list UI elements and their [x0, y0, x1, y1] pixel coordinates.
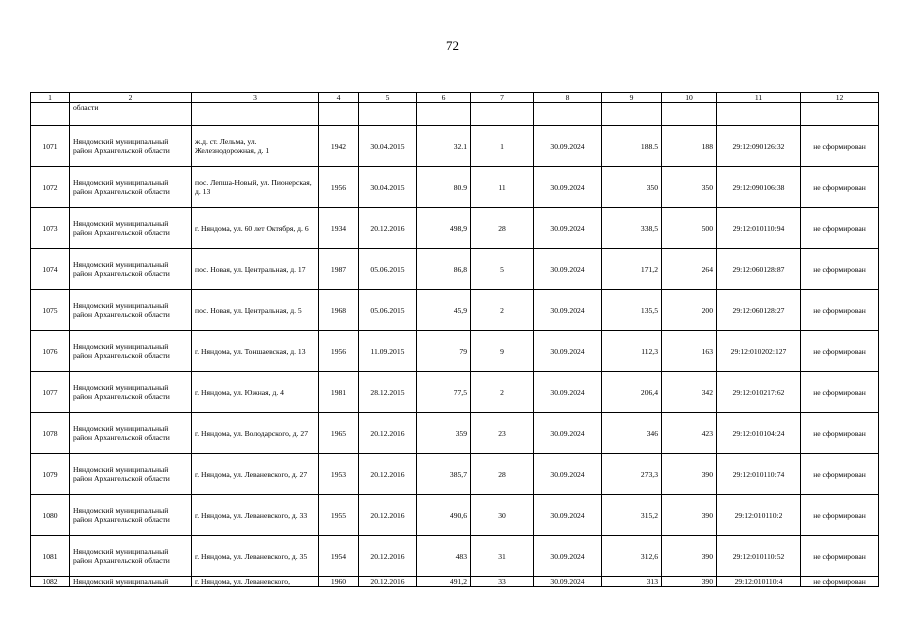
housing-registry-table: [30, 92, 879, 587]
cell-year: 1960: [319, 577, 359, 587]
cell-status: не сформирован: [801, 290, 879, 331]
cell-count: 9: [471, 331, 534, 372]
cell-address: пос. Новая, ул. Центральная, д. 5: [192, 290, 319, 331]
page-number: 72: [446, 38, 459, 53]
cell-status: не сформирован: [801, 454, 879, 495]
cell-count: 2: [471, 290, 534, 331]
cell-empty: [31, 103, 70, 126]
cell-year: 1956: [319, 331, 359, 372]
table-row: [31, 208, 879, 249]
cell-value: 273,3: [602, 454, 662, 495]
cell-status: не сформирован: [801, 126, 879, 167]
cell-empty: [359, 103, 417, 126]
cell-district: Няндомский муниципальный район Архангельской области: [70, 454, 192, 495]
column-number: 4: [319, 93, 359, 103]
cell-value: 171,2: [602, 249, 662, 290]
cell-address: г. Няндома, ул. Леваневского, д. 27: [192, 454, 319, 495]
cell-district: Няндомский муниципальный: [70, 577, 192, 587]
cell-number: 1079: [31, 454, 70, 495]
cell-value: 423: [662, 413, 717, 454]
column-number: 11: [717, 93, 801, 103]
cell-empty: [801, 103, 879, 126]
cell-date: 30.09.2024: [534, 372, 602, 413]
cell-count: 30: [471, 495, 534, 536]
cell-value: 390: [662, 577, 717, 587]
cell-date: 05.06.2015: [359, 249, 417, 290]
cell-value: 163: [662, 331, 717, 372]
cell-cadastral-number: 29:12:010104:24: [717, 413, 801, 454]
cell-cadastral-number: 29:12:010110:2: [717, 495, 801, 536]
cell-value: 390: [662, 536, 717, 577]
column-number: 12: [801, 93, 879, 103]
cell-area: 86,8: [417, 249, 471, 290]
column-number: 7: [471, 93, 534, 103]
cell-value: 338,5: [602, 208, 662, 249]
cell-date: 20.12.2016: [359, 413, 417, 454]
cell-district: Няндомский муниципальный район Архангельской области: [70, 413, 192, 454]
cell-year: 1981: [319, 372, 359, 413]
cell-count: 5: [471, 249, 534, 290]
cell-value: 206,4: [602, 372, 662, 413]
cell-cadastral-number: 29:12:010110:94: [717, 208, 801, 249]
cell-date: 30.09.2024: [534, 208, 602, 249]
cell-value: 315,2: [602, 495, 662, 536]
cell-date: 20.12.2016: [359, 454, 417, 495]
cell-district: области: [70, 103, 192, 126]
table-row: [31, 372, 879, 413]
cell-number: 1071: [31, 126, 70, 167]
cell-date: 20.12.2016: [359, 577, 417, 587]
cell-date: 30.09.2024: [534, 413, 602, 454]
cell-value: 188.5: [602, 126, 662, 167]
cell-address: пос. Новая, ул. Центральная, д. 17: [192, 249, 319, 290]
cell-address: пос. Лепша-Новый, ул. Пионерская, д. 13: [192, 167, 319, 208]
cell-date: 20.12.2016: [359, 495, 417, 536]
cell-empty: [717, 103, 801, 126]
table-row: [31, 290, 879, 331]
cell-number: 1078: [31, 413, 70, 454]
table-row: [31, 454, 879, 495]
cell-address: г. Няндома, ул. 60 лет Октября, д. 6: [192, 208, 319, 249]
cell-address: г. Няндома, ул. Тоншаевская, д. 13: [192, 331, 319, 372]
cell-date: 30.09.2024: [534, 249, 602, 290]
cell-value: 342: [662, 372, 717, 413]
cell-date: 30.09.2024: [534, 577, 602, 587]
cell-date: 30.09.2024: [534, 290, 602, 331]
table-row: [31, 413, 879, 454]
cell-value: 264: [662, 249, 717, 290]
cell-district: Няндомский муниципальный район Архангельской области: [70, 290, 192, 331]
cell-year: 1942: [319, 126, 359, 167]
cell-district: Няндомский муниципальный район Архангельской области: [70, 372, 192, 413]
cell-status: не сформирован: [801, 577, 879, 587]
table-row: [31, 249, 879, 290]
cell-year: 1954: [319, 536, 359, 577]
cell-value: 135,5: [602, 290, 662, 331]
cell-year: 1953: [319, 454, 359, 495]
cell-number: 1081: [31, 536, 70, 577]
column-number: 2: [70, 93, 192, 103]
cell-area: 491,2: [417, 577, 471, 587]
cell-year: 1956: [319, 167, 359, 208]
table-row: [31, 495, 879, 536]
cell-count: 1: [471, 126, 534, 167]
cell-address: г. Няндома, ул. Володарского, д. 27: [192, 413, 319, 454]
cell-value: 350: [602, 167, 662, 208]
cell-number: 1073: [31, 208, 70, 249]
column-number: 6: [417, 93, 471, 103]
cell-value: 500: [662, 208, 717, 249]
cell-status: не сформирован: [801, 249, 879, 290]
cell-district: Няндомский муниципальный район Архангельской области: [70, 249, 192, 290]
cell-address: ж.д. ст. Лельма, ул. Железнодорожная, д. 1: [192, 126, 319, 167]
cell-date: 28.12.2015: [359, 372, 417, 413]
column-number: 3: [192, 93, 319, 103]
cell-value: 350: [662, 167, 717, 208]
column-number: 9: [602, 93, 662, 103]
cell-area: 80.9: [417, 167, 471, 208]
cell-date: 20.12.2016: [359, 208, 417, 249]
cell-address: г. Няндома, ул. Леваневского, д. 33: [192, 495, 319, 536]
cell-count: 31: [471, 536, 534, 577]
cell-district: Няндомский муниципальный район Архангельской области: [70, 126, 192, 167]
cell-value: 188: [662, 126, 717, 167]
cell-empty: [417, 103, 471, 126]
table-row: [31, 536, 879, 577]
cell-status: не сформирован: [801, 413, 879, 454]
cell-area: 45,9: [417, 290, 471, 331]
table-row: [31, 577, 879, 587]
cell-number: 1080: [31, 495, 70, 536]
cell-number: 1077: [31, 372, 70, 413]
cell-date: 30.09.2024: [534, 331, 602, 372]
cell-value: 390: [662, 454, 717, 495]
cell-year: 1965: [319, 413, 359, 454]
cell-date: 30.09.2024: [534, 167, 602, 208]
cell-area: 498,9: [417, 208, 471, 249]
cell-value: 312,6: [602, 536, 662, 577]
cell-cadastral-number: 29:12:060128:87: [717, 249, 801, 290]
cell-count: 33: [471, 577, 534, 587]
cell-status: не сформирован: [801, 331, 879, 372]
cell-cadastral-number: 29:12:010217:62: [717, 372, 801, 413]
cell-area: 490,6: [417, 495, 471, 536]
cell-address: г. Няндома, ул. Южная, д. 4: [192, 372, 319, 413]
cell-date: 30.09.2024: [534, 495, 602, 536]
cell-area: 77,5: [417, 372, 471, 413]
cell-count: 28: [471, 208, 534, 249]
cell-status: не сформирован: [801, 495, 879, 536]
cell-value: 390: [662, 495, 717, 536]
cell-date: 30.04.2015: [359, 167, 417, 208]
cell-status: не сформирован: [801, 208, 879, 249]
cell-address: г. Няндома, ул. Леваневского,: [192, 577, 319, 587]
cell-empty: [602, 103, 662, 126]
cell-value: 200: [662, 290, 717, 331]
cell-area: 359: [417, 413, 471, 454]
column-number: 8: [534, 93, 602, 103]
cell-cadastral-number: 29:12:060128:27: [717, 290, 801, 331]
cell-count: 23: [471, 413, 534, 454]
cell-cadastral-number: 29:12:010110:52: [717, 536, 801, 577]
cell-address: г. Няндома, ул. Леваневского, д. 35: [192, 536, 319, 577]
cell-number: 1076: [31, 331, 70, 372]
cell-empty: [192, 103, 319, 126]
cell-status: не сформирован: [801, 372, 879, 413]
cell-count: 11: [471, 167, 534, 208]
cell-cadastral-number: 29:12:010110:4: [717, 577, 801, 587]
cell-district: Няндомский муниципальный район Архангельской области: [70, 495, 192, 536]
cell-value: 346: [602, 413, 662, 454]
cell-year: 1987: [319, 249, 359, 290]
cell-empty: [534, 103, 602, 126]
cell-date: 20.12.2016: [359, 536, 417, 577]
cell-value: 112,3: [602, 331, 662, 372]
cell-date: 11.09.2015: [359, 331, 417, 372]
column-number-row: [31, 93, 879, 103]
cell-count: 2: [471, 372, 534, 413]
cell-status: не сформирован: [801, 536, 879, 577]
cell-district: Няндомский муниципальный район Архангельской области: [70, 167, 192, 208]
cell-area: 483: [417, 536, 471, 577]
table-row: [31, 126, 879, 167]
cell-area: 32.1: [417, 126, 471, 167]
cell-count: 28: [471, 454, 534, 495]
cell-status: не сформирован: [801, 167, 879, 208]
table-row: [31, 331, 879, 372]
column-number: 1: [31, 93, 70, 103]
cell-area: 79: [417, 331, 471, 372]
cell-number: 1082: [31, 577, 70, 587]
cell-empty: [319, 103, 359, 126]
cell-cadastral-number: 29:12:010110:74: [717, 454, 801, 495]
cell-cadastral-number: 29:12:090126:32: [717, 126, 801, 167]
table-row: [31, 167, 879, 208]
cell-district: Няндомский муниципальный район Архангельской области: [70, 331, 192, 372]
cell-district: Няндомский муниципальный район Архангельской области: [70, 536, 192, 577]
cell-empty: [662, 103, 717, 126]
cell-value: 313: [602, 577, 662, 587]
column-number: 10: [662, 93, 717, 103]
cell-number: 1072: [31, 167, 70, 208]
column-number: 5: [359, 93, 417, 103]
cell-date: 05.06.2015: [359, 290, 417, 331]
cell-number: 1074: [31, 249, 70, 290]
cell-cadastral-number: 29:12:090106:38: [717, 167, 801, 208]
cell-area: 385,7: [417, 454, 471, 495]
cell-date: 30.04.2015: [359, 126, 417, 167]
cell-district: Няндомский муниципальный район Архангельской области: [70, 208, 192, 249]
cell-year: 1955: [319, 495, 359, 536]
cell-date: 30.09.2024: [534, 536, 602, 577]
cell-date: 30.09.2024: [534, 126, 602, 167]
cell-cadastral-number: 29:12:010202:127: [717, 331, 801, 372]
cell-year: 1934: [319, 208, 359, 249]
continuation-row: [31, 103, 879, 126]
cell-empty: [471, 103, 534, 126]
cell-year: 1968: [319, 290, 359, 331]
cell-number: 1075: [31, 290, 70, 331]
cell-date: 30.09.2024: [534, 454, 602, 495]
